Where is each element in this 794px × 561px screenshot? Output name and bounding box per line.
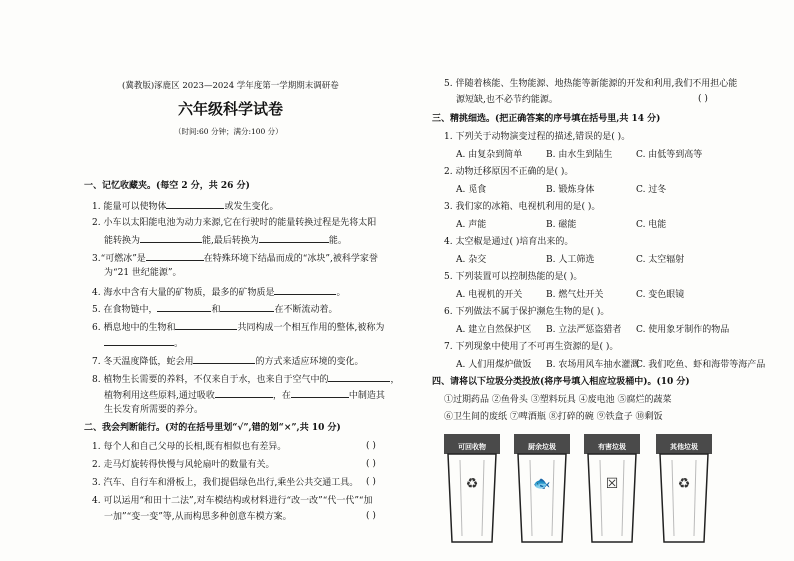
svg-text:♻: ♻	[465, 476, 479, 492]
mc-question: 4. 太空椒是通过( )培育出来的。	[444, 237, 574, 247]
garbage-bin[interactable]	[440, 430, 504, 546]
mc-option: C. 太空辐射	[636, 255, 685, 265]
mc-option: B. 农场用风车抽水灌溉	[546, 360, 640, 370]
mc-option: A. 人们用煤炉做饭	[456, 360, 532, 370]
exam-meta: （时间:60 分钟；满分:100 分）	[174, 127, 283, 136]
mc-option: C. 使用象牙制作的物品	[636, 325, 730, 335]
answer-paren[interactable]: ( )	[366, 511, 376, 521]
bin-label: 其他垃圾	[670, 442, 698, 451]
judge-2: 2. 走马灯旋转得快慢与风轮扇叶的数量有关。	[92, 460, 275, 470]
mc-option: A. 觅食	[456, 185, 487, 195]
section3-heading: 三、精挑细选。(把正确答案的序号填在括号里,共 14 分)	[432, 114, 661, 124]
blank[interactable]	[146, 251, 204, 261]
blank[interactable]	[175, 320, 237, 330]
judge-5-line1: 5. 伴随着核能、生物能源、地热能等新能源的开发和利用,我们不用担心能	[444, 79, 738, 89]
mc-option: A. 电视机的开关	[456, 290, 523, 300]
mc-option: A. 由复杂到简单	[456, 150, 523, 160]
q3-line2: 为“21 世纪能源”。	[104, 268, 182, 278]
blank[interactable]	[140, 233, 202, 243]
mc-option: C. 过冬	[636, 185, 667, 195]
mc-option: A. 杂交	[456, 255, 487, 265]
judge-1: 1. 每个人和自己父母的长相,既有相似也有差异。	[92, 442, 287, 452]
blank[interactable]	[220, 302, 274, 312]
mc-question: 2. 动物迁移原因不正确的是( )。	[444, 167, 574, 177]
mc-option: C. 电能	[636, 220, 667, 230]
garbage-bin[interactable]	[510, 430, 574, 546]
section4-heading: 四、请将以下垃圾分类投放(将序号填入相应垃圾桶中)。(10 分)	[432, 377, 690, 387]
mc-option: B. 锻炼身体	[546, 185, 595, 195]
garbage-list-2: ⑥卫生间的废纸 ⑦啤酒瓶 ⑧打碎的碗 ⑨铁盒子 ⑩剩饭	[444, 412, 663, 422]
mc-option: B. 人工筛选	[546, 255, 595, 265]
blank[interactable]	[259, 233, 329, 243]
q8-line2: 植物利用这些原料,通过吸收 ，在 中制造其	[104, 388, 385, 402]
judge-5-line2: 源短缺,也不必节约能源。	[456, 95, 558, 105]
q5: 5. 在食物链中， 和 在不断流动着。	[92, 302, 337, 316]
answer-paren[interactable]: ( )	[366, 477, 376, 487]
q1: 1. 能量可以使物体 或发生变化。	[92, 199, 278, 213]
blank[interactable]	[274, 285, 336, 295]
mc-option: A. 声能	[456, 220, 487, 230]
judge-4-line1: 4. 可以运用“和田十二法”,对车模结构或材料进行“改一改”“代一代”“加	[92, 496, 373, 506]
svg-text:♻: ♻	[677, 476, 691, 492]
mc-option: B. 燃气灶开关	[546, 290, 604, 300]
q7: 7. 冬天温度降低，蛇会用 的方式来适应环境的变化。	[92, 354, 363, 368]
blank[interactable]	[291, 388, 349, 398]
blank[interactable]	[166, 199, 224, 209]
mc-option: C. 由低等到高等	[636, 150, 703, 160]
q2-line2: 能转换为 能,最后转换为 能。	[104, 233, 347, 247]
q8-line3: 生长发育所需要的养分。	[104, 405, 204, 415]
blank[interactable]	[104, 336, 174, 346]
q8-line1: 8. 植物生长需要的养料，不仅来自于水，也来自于空气中的 ，	[92, 372, 399, 386]
svg-text:🐟: 🐟	[533, 476, 551, 492]
mc-option: B. 由水生到陆生	[546, 150, 613, 160]
bin-label: 有害垃圾	[598, 442, 626, 451]
blank[interactable]	[215, 388, 273, 398]
garbage-list-1: ①过期药品 ②鱼骨头 ③塑料玩具 ④废电池 ⑤腐烂的蔬菜	[444, 395, 672, 405]
exam-subtitle: (冀教版)涿鹿区 2023—2024 学年度第一学期期末调研卷	[122, 81, 339, 91]
mc-question: 7. 下列现象中使用了不可再生资源的是( )。	[444, 342, 619, 352]
answer-paren[interactable]: ( )	[366, 441, 376, 451]
mc-option: C. 我们吃鱼、虾和海带等海产品	[636, 360, 766, 370]
q3-line1: 3.“可燃冰”是 在特殊环境下结晶而成的“冰块”,被科学家誉	[92, 251, 378, 265]
mc-option: B. 磁能	[546, 220, 577, 230]
blank[interactable]	[328, 372, 390, 382]
judge-3: 3. 汽车、自行车和滑板上，我们提倡绿色出行,乘坐公共交通工具。	[92, 478, 359, 488]
blank[interactable]	[157, 302, 211, 312]
section1-heading: 一、记忆收藏夹。(每空 2 分，共 26 分)	[84, 181, 250, 191]
answer-paren[interactable]: ( )	[698, 94, 708, 104]
mc-option: C. 变色眼镜	[636, 290, 685, 300]
q6-line2: 。	[104, 336, 183, 350]
q6-line1: 6. 栖息地中的生物和 共同构成一个相互作用的整体,被称为	[92, 320, 384, 334]
mc-question: 5. 下列装置可以控制热能的是( )。	[444, 272, 583, 282]
mc-question: 3. 我们家的冰箱、电视机利用的是( )。	[444, 202, 601, 212]
exam-title: 六年级科学试卷	[178, 100, 284, 118]
svg-text:☒: ☒	[605, 476, 619, 492]
mc-option: B. 立法严惩盗猎者	[546, 325, 622, 335]
bin-label: 可回收物	[458, 442, 486, 451]
section2-heading: 二、我会判断能行。(对的在括号里划“√”,错的划“×”,共 10 分)	[84, 423, 341, 433]
mc-question: 6. 下列做法不属于保护濒危生物的是( )。	[444, 307, 610, 317]
garbage-bin[interactable]	[652, 430, 716, 546]
mc-question: 1. 下列关于动物演变过程的描述,错误的是( )。	[444, 132, 631, 142]
garbage-bin[interactable]	[580, 430, 644, 546]
q4: 4. 海水中含有大量的矿物质，最多的矿物质是 。	[92, 285, 345, 299]
bin-label: 厨余垃圾	[528, 442, 556, 451]
q2-line1: 2. 小车以太阳能电池为动力来源,它在行驶时的能量转换过程是先将太阳	[92, 218, 377, 228]
blank[interactable]	[193, 354, 255, 364]
mc-option: A. 建立自然保护区	[456, 325, 532, 335]
judge-4-line2: 一加”“变一变”等,从而构思多种创意车模方案。	[104, 512, 292, 522]
answer-paren[interactable]: ( )	[366, 459, 376, 469]
